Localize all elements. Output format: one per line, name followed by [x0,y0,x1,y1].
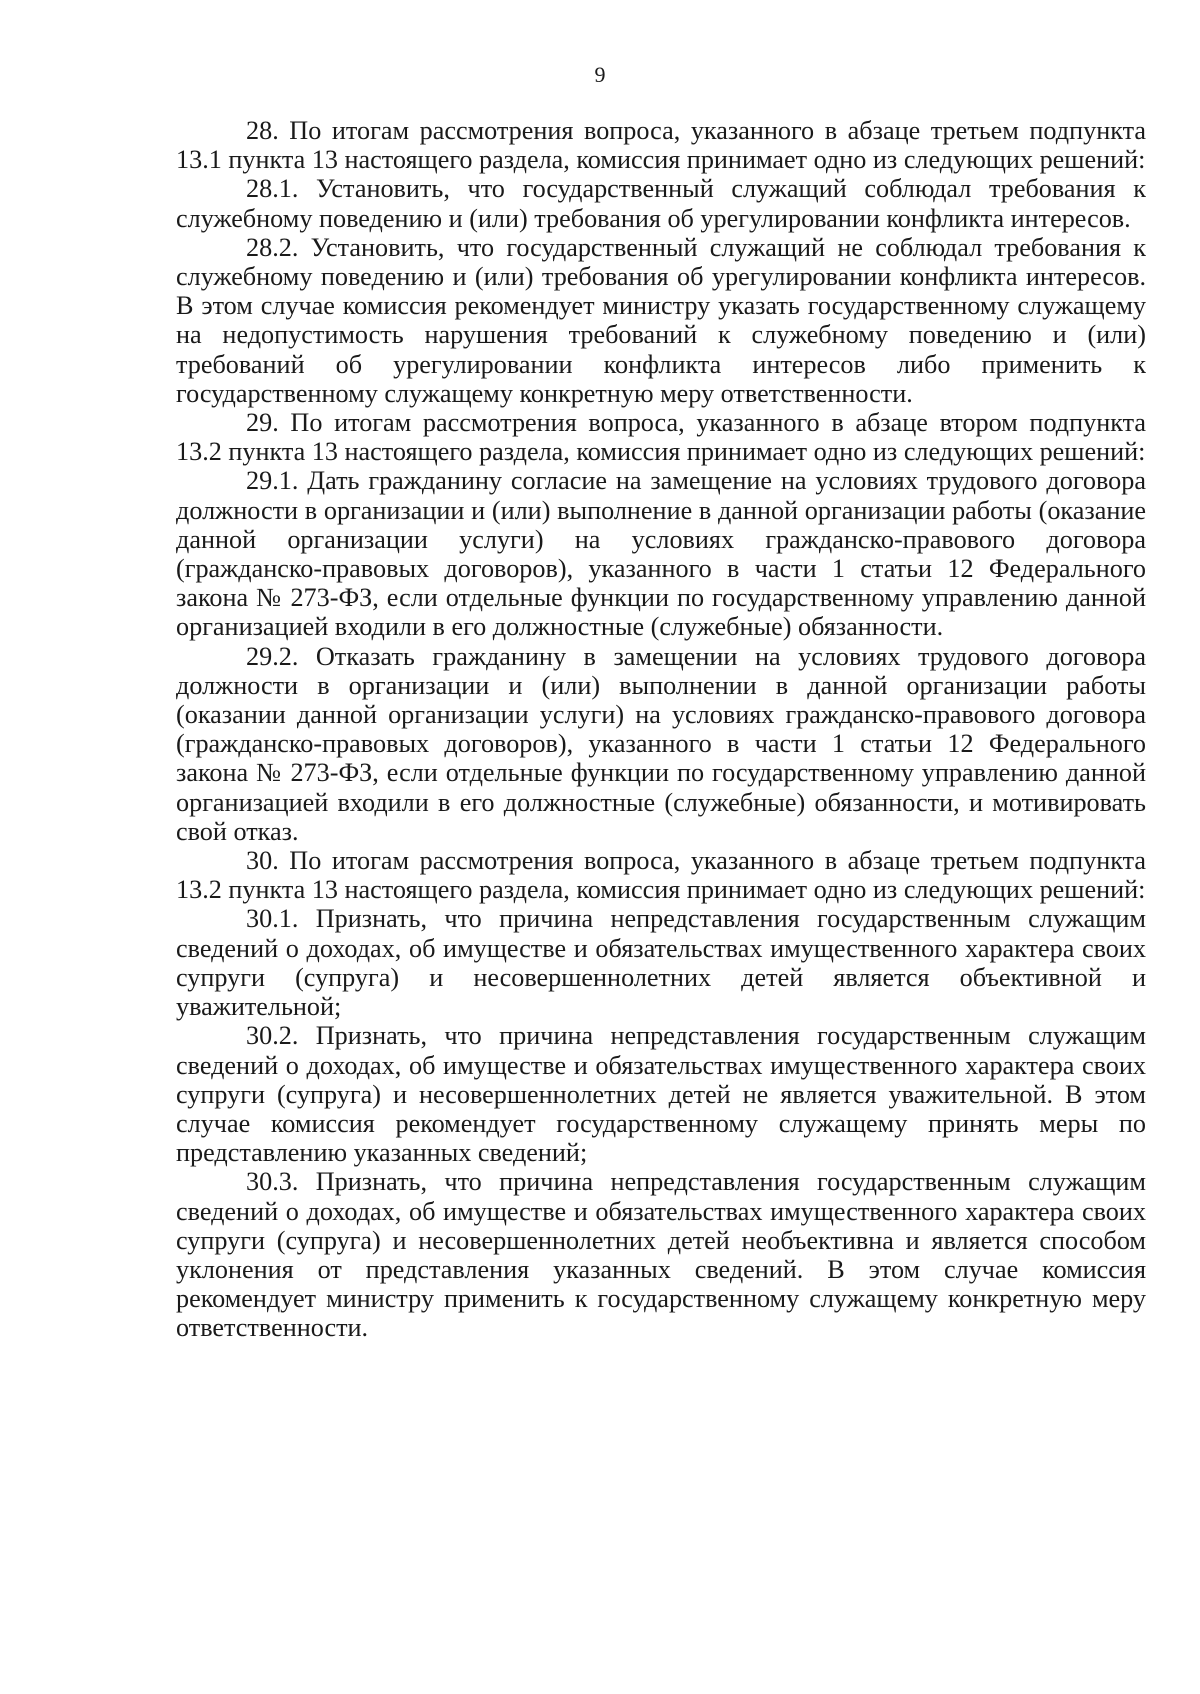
paragraph-30-3: 30.3. Признать, что причина непредставления государственным служащим сведений о доходах, об имуществе и обязательствах имущественного характера своих супруги (супруга) и несовершеннолетних детей необъективна и является способом уклонения от представления указанных сведений. В этом случае комиссия рекомендует министру применить к государственному служащему конкретную меру ответственности. [176,1167,1146,1343]
paragraph-29: 29. По итогам рассмотрения вопроса, указанного в абзаце втором подпункта 13.2 пункта 13 настоящего раздела, комиссия принимает одно из следующих решений: [176,408,1146,467]
page-number: 9 [594,62,606,87]
paragraph-28: 28. По итогам рассмотрения вопроса, указанного в абзаце третьем подпункта 13.1 пункта 13 настоящего раздела, комиссия принимает одно из следующих решений: [176,116,1146,175]
paragraph-28-1: 28.1. Установить, что государственный служащий соблюдал требования к служебному поведению и (или) требования об урегулировании конфликта интересов. [176,174,1146,233]
paragraph-30-1: 30.1. Признать, что причина непредставления государственным служащим сведений о доходах, об имуществе и обязательствах имущественного характера своих супруги (супруга) и несовершеннолетних детей является объективной и уважительной; [176,904,1146,1022]
paragraph-29-2: 29.2. Отказать гражданину в замещении на условиях трудового договора должности в организации и (или) выполнении в данной организации работы (оказании данной организации услуги) на условиях гражданско-правового договора (гражданско-правовых договоров), указанного в части 1 статьи 12 Федерального закона № 273-ФЗ, если отдельные функции по государственному управлению данной организацией входили в его должностные (служебные) обязанности, и мотивировать свой отказ. [176,641,1146,846]
paragraph-30: 30. По итогам рассмотрения вопроса, указанного в абзаце третьем подпункта 13.2 пункта 13 настоящего раздела, комиссия принимает одно из следующих решений: [176,846,1146,905]
document-body [176,116,1146,1343]
paragraph-28-2: 28.2. Установить, что государственный служащий не соблюдал требования к служебному поведению и (или) требования об урегулировании конфликта интересов. В этом случае комиссия рекомендует министру указать государственному служащему на недопустимость нарушения требований к служебному поведению и (или) требований об урегулировании конфликта интересов либо применить к государственному служащему конкретную меру ответственности. [176,232,1146,408]
paragraph-29-1: 29.1. Дать гражданину согласие на замещение на условиях трудового договора должности в организации и (или) выполнение в данной организации работы (оказание данной организации услуги) на условиях гражданско-правового договора (гражданско-правовых договоров), указанного в части 1 статьи 12 Федерального закона № 273-ФЗ, если отдельные функции по государственному управлению данной организацией входили в его должностные (служебные) обязанности. [176,466,1146,642]
paragraph-30-2: 30.2. Признать, что причина непредставления государственным служащим сведений о доходах, об имуществе и обязательствах имущественного характера своих супруги (супруга) и несовершеннолетних детей не является уважительной. В этом случае комиссия рекомендует государственному служащему принять меры по представлению указанных сведений; [176,1021,1146,1168]
